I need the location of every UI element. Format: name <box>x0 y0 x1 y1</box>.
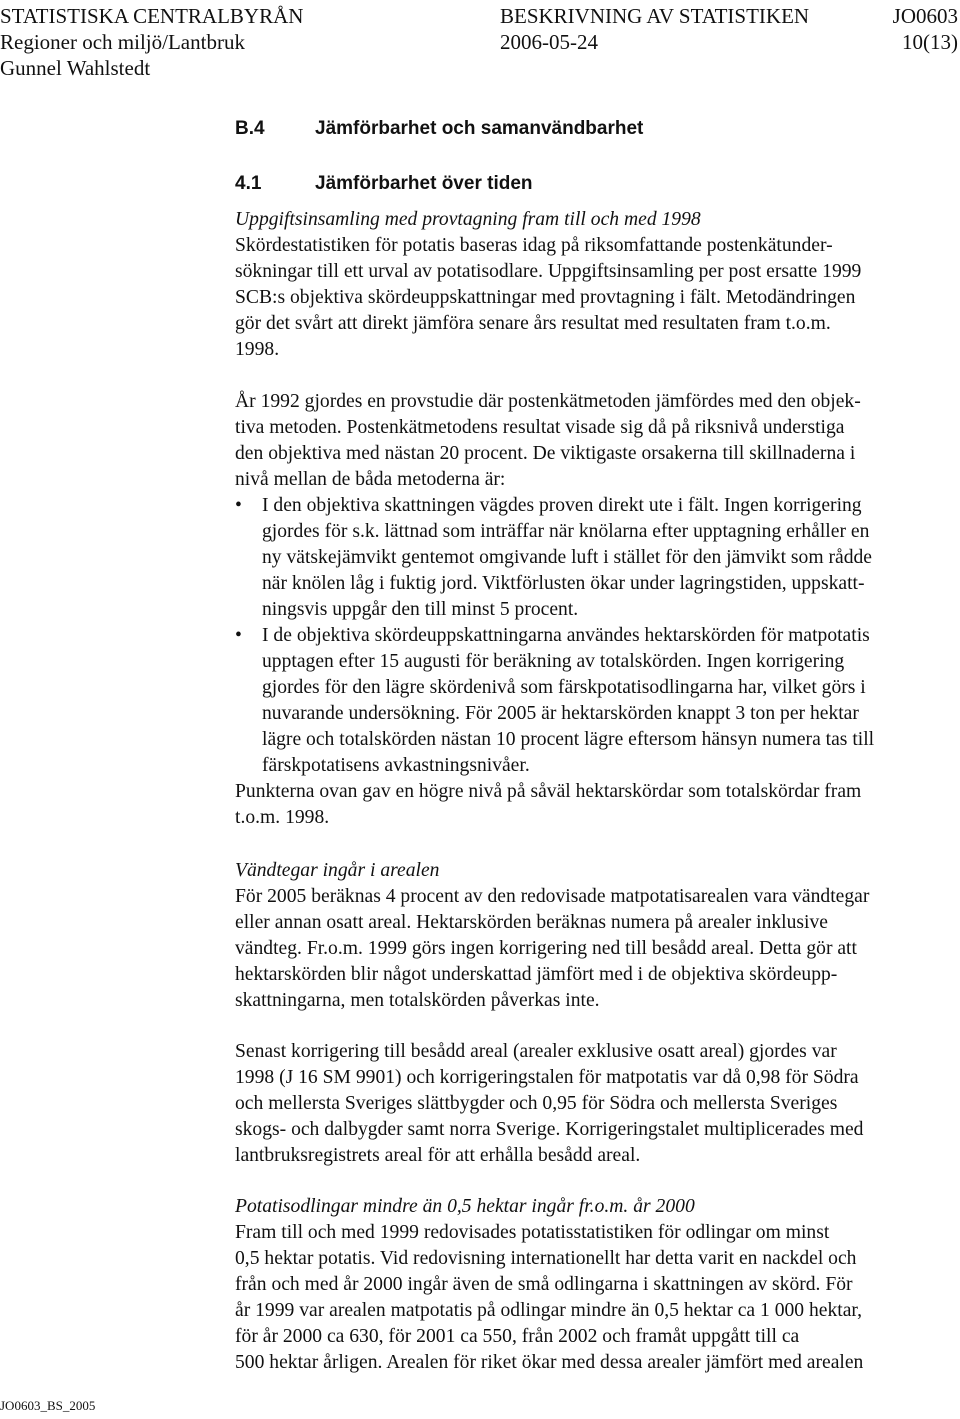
text-line: gör det svårt att direkt jämföra senare års resultat med resultaten fram t.o.m. <box>235 313 831 334</box>
doc-type: BESKRIVNING AV STATISTIKEN <box>500 4 810 28</box>
subheading: Uppgiftsinsamling med provtagning fram till och med 1998 <box>235 209 701 230</box>
list-item <box>235 623 947 779</box>
section-title: Jämförbarhet över tiden <box>315 173 533 194</box>
text-line: ny vätskejämvikt gentemot omgivande luft i stället för den jämvikt som rådde <box>262 547 872 568</box>
paragraph-potatisodlingar <box>235 1194 947 1376</box>
text-line: för år 2000 ca 630, för 2001 ca 550, från 2002 och framåt uppgått till ca <box>235 1326 800 1347</box>
text-line: den objektiva med nästan 20 procent. De viktigaste orsakerna till skillnaderna i <box>235 443 856 464</box>
text-line: 500 hektar årligen. Arealen för riket ökar med dessa arealer jämfört med arealen <box>235 1352 864 1373</box>
text-line: hektarskörden blir något underskattad jämfört med i de objektiva skördeupp- <box>235 964 838 985</box>
paragraph-korrigering <box>235 1039 947 1169</box>
doc-id: JO0603 <box>892 4 958 28</box>
text-line: vändteg. Fr.o.m. 1999 görs ingen korrigering ned till besådd areal. Detta gör att <box>235 938 857 959</box>
text-line: gjordes för den lägre skördenivå som färskpotatisodlingarna har, vilket görs i <box>262 677 866 698</box>
text-line: 1998. <box>235 339 280 360</box>
text-line: sökningar till ett urval av potatisodlare. Uppgiftsinsamling per post ersatte 1999 <box>235 261 862 282</box>
text-line: skattningarna, men totalskörden påverkas inte. <box>235 990 600 1011</box>
text-line: färskpotatisens avkastningsnivåer. <box>262 755 530 776</box>
text-line: Punkterna ovan gav en högre nivå på såväl hektarskördar som totalskördar fram <box>235 781 862 802</box>
text-line: • I den objektiva skattningen vägdes proven direkt ute i fält. Ingen korrigering <box>262 495 862 516</box>
text-line: nivå mellan de båda metoderna är: <box>235 469 506 490</box>
paragraph-uppgiftsinsamling <box>235 207 947 363</box>
text-line: SCB:s objektiva skördeuppskattningar med provtagning i fält. Metodändringen <box>235 287 856 308</box>
text-line: 1998 (J 16 SM 9901) och korrigeringstalen för matpotatis var då 0,98 för Södra <box>235 1067 859 1088</box>
text-line: • I de objektiva skördeuppskattningarna användes hektarskörden för matpotatis <box>262 625 870 646</box>
text-line: Skördestatistiken för potatis baseras idag på riksomfattande postenkätunder- <box>235 235 833 256</box>
section-title: Jämförbarhet och samanvändbarhet <box>315 118 644 139</box>
text-line: skogs- och dalbygder samt norra Sverige. Korrigeringstalet multiplicerades med <box>235 1119 864 1140</box>
doc-date: 2006-05-24 <box>500 30 598 54</box>
text-line: från och med år 2000 ingår även de små odlingarna i skattningen av skörd. För <box>235 1274 853 1295</box>
section-number: B.4 <box>235 118 265 139</box>
text-line: upptagen efter 15 augusti för beräkning av totalskörden. Ingen korrigering <box>262 651 845 672</box>
subheading: Vändtegar ingår i arealen <box>235 860 440 881</box>
text-line: År 1992 gjordes en provstudie där postenkätmetoden jämfördes med den objek- <box>235 391 861 412</box>
text-line: nuvarande undersökning. För 2005 är hektarskörden knappt 3 ton per hektar <box>262 703 859 724</box>
paragraph-provstudie <box>235 389 947 831</box>
org-name: STATISTISKA CENTRALBYRÅN <box>0 4 304 28</box>
bullet-list <box>235 493 947 779</box>
paragraph-vandtegar <box>235 858 947 1014</box>
text-line: år 1999 var arealen matpotatis på odlingar mindre än 0,5 hektar ca 1 000 hektar, <box>235 1300 863 1321</box>
author: Gunnel Wahlstedt <box>0 56 151 80</box>
text-line: lantbruksregistrets areal för att erhålla besådd areal. <box>235 1145 641 1166</box>
text-line: Fram till och med 1999 redovisades potatisstatistiken för odlingar om minst <box>235 1222 830 1243</box>
text-line: gjordes för s.k. lättnad som inträffar när knölarna efter upptagning erhåller en <box>262 521 870 542</box>
department: Regioner och miljö/Lantbruk <box>0 30 245 54</box>
page-number: 10(13) <box>902 30 958 54</box>
text-line: ningsvis uppgår den till minst 5 procent. <box>262 599 579 620</box>
text-line: t.o.m. 1998. <box>235 807 330 828</box>
text-line: 0,5 hektar potatis. Vid redovisning internationellt har detta varit en nackdel och <box>235 1248 857 1269</box>
text-line: lägre och totalskörden nästan 10 procent lägre eftersom hänsyn numera tas till <box>262 729 875 750</box>
subheading: Potatisodlingar mindre än 0,5 hektar ingår fr.o.m. år 2000 <box>235 1196 695 1217</box>
text-line: För 2005 beräknas 4 procent av den redovisade matpotatisarealen vara vändtegar <box>235 886 870 907</box>
text-line: Senast korrigering till besådd areal (arealer exklusive osatt areal) gjordes var <box>235 1041 837 1062</box>
text-line: när knölen låg i fuktig jord. Viktförlusten ökar under lagringstiden, uppskatt- <box>262 573 865 594</box>
list-item <box>235 493 947 623</box>
text-line: och mellersta Sveriges slättbygder och 0,95 för Södra och mellersta Sveriges <box>235 1093 838 1114</box>
section-number: 4.1 <box>235 173 262 194</box>
footer-code: JO0603_BS_2005 <box>0 1398 96 1413</box>
text-line: tiva metoden. Postenkätmetodens resultat visade sig då på riksnivå understiga <box>235 417 845 438</box>
text-line: eller annan osatt areal. Hektarskörden beräknas numera på arealer inklusive <box>235 912 828 933</box>
